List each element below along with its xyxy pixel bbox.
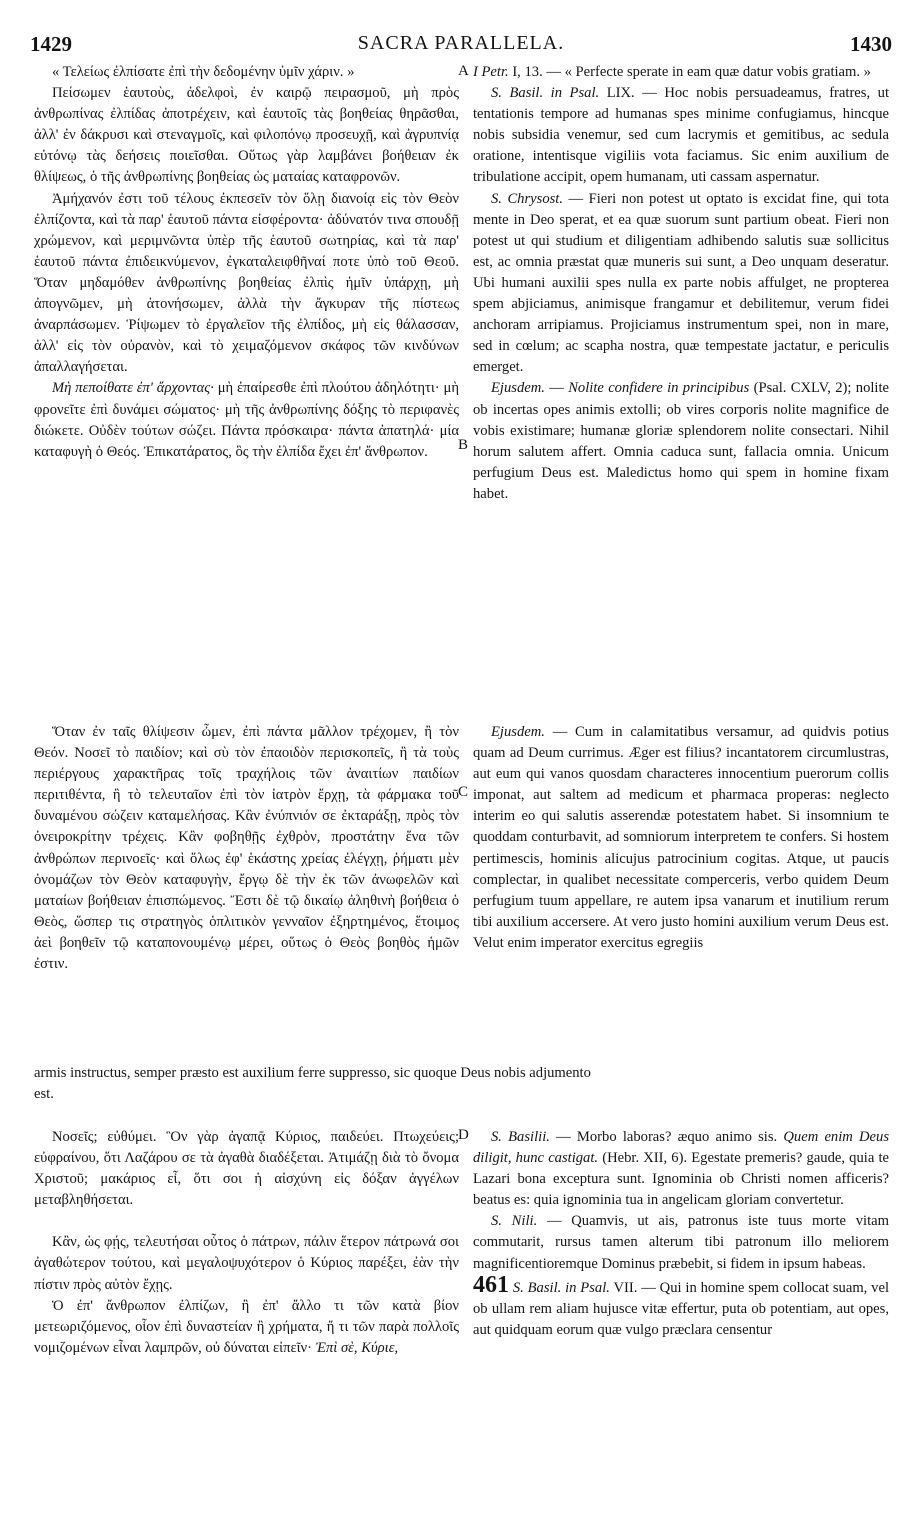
latin-citation: Nolite confidere in principibus [568, 380, 750, 397]
latin-paragraph [473, 62, 889, 83]
latin-text: (Hebr. XII, 6). Egestate premeris? gaude, quia te Lazari bona exceptura sunt. Ignominia ob Christi nomen afficeris? beatus es: quia ignominia tua in angelicam gloriam convertetur. [473, 1150, 889, 1209]
greek-paragraph [34, 378, 459, 462]
column-number: 461 [473, 1271, 509, 1298]
latin-column-section-2 [473, 722, 889, 954]
greek-paragraph [34, 1296, 459, 1359]
margin-marker-d: D [458, 1127, 469, 1143]
latin-text: — Quamvis, ut ais, patronus iste tuus morte vitam commutarit, rursus tamen alterum tibi patronum illo meliorem magnificentioremque Dominus præbebit, si fidem in ipsum habeas. [473, 1213, 889, 1272]
latin-paragraph [473, 378, 889, 505]
latin-text: (Psal. CXLV, 2); nolite ob incertas opes animis extolli; ob vires corporis nolite magnifice de vobis existimare; humanæ gloriæ splendorem nolite consectari. Nihil horum salutem affert. Omnia caduca sunt, fallacia omnia. Unicum perfugium Deus est. Maledictus homo qui spem in homine fixam habet. [473, 380, 890, 502]
greek-column-section-3 [34, 1127, 459, 1359]
latin-source: S. Basil. in Psal. [491, 85, 600, 102]
greek-text: Ὁ ἐπ' ἄνθρωπον ἐλπίζων, ἢ ἐπ' ἄλλο τι τῶν κατὰ βίον μετεωριζόμενος, οἷον ἐπὶ δυναστείαν ἢ χρήματα, ἤ τι τῶν παρὰ πολλοῖς νομιζομένων εἶναι λαμπρῶν, οὐ δύναται εἰπεῖν· [34, 1297, 459, 1356]
running-header [0, 30, 922, 60]
latin-paragraph [473, 1271, 889, 1341]
latin-text: — Cum in calamitatibus versamur, ad quidvis potius quam ad Deum currimus. Æger est filius? incantatorem circumlustras, aut eum qui vanos quosdam characteres innocentium puerorum collis imponat, aut saltem ad medicum et pharmaca properas: neglecto interim eo qui salutis asserendæ potestatem habet. Si insomnium te quoddam conturbavit, ad somniorum interpretem te confers. Si hostem pertimescis, hominis alicujus patrocinium cogitas. Atque, ut paucis complectar, in qualibet necessitate comperceris, verbo quidem Deum perfugium tuum appellare, re autem ipsa vanarum et inutilium rerum tibi auxilium accersere. At vero justo homini auxilium verum Deus est. Velut enim imperator exercitus egregiis [473, 724, 889, 951]
latin-source: I Petr. [473, 64, 509, 80]
greek-paragraph: Κἂν, ὡς φῄς, τελευτήσαι οὗτος ὁ πάτρων, πάλιν ἕτερον πάτρωνά σοι ἀγαθώτερον τούτου, καὶ μεγαλοψυχότερον ὁ Κύριος παρέξει, ἐὰν τὴν πίστιν πρὸς αὐτὸν ἔχῃς. [34, 1234, 459, 1293]
page-number-right: 1430 [850, 32, 892, 56]
latin-paragraph [473, 83, 889, 188]
latin-text: — Morbo laboras? æquo animo sis. [549, 1129, 784, 1145]
greek-column-section-1 [34, 62, 459, 463]
latin-text: VII. — Qui in homine spem collocat suam, vel ob ullam rem aliam hujusce vitæ effertur, puta ob potentiam, aut opes, aut quidquam eorum quæ vulgo præclara censentur [473, 1279, 889, 1338]
continuation-line: est. [34, 1086, 54, 1103]
margin-marker-a: A [458, 63, 469, 79]
greek-citation: Μὴ πεποίθατε ἐπ' ἄρχοντας· [52, 380, 214, 397]
greek-paragraph: Πείσωμεν ἑαυτοὺς, ἀδελφοὶ, ἐν καιρῷ πειρασμοῦ, μὴ πρὸς ἀνθρωπίνας ἐλπίδας ἀποτρέχειν, καὶ ἑαυτοῖς τὰς βοηθείας θηρᾶσθαι, ἀλλ' ἐν δάκρυσι καὶ στεναγμοῖς, καὶ φιλοπόνῳ προσευχῇ, καὶ ἀγρυπνίᾳ εὐτόνῳ τὰς δεήσεις ποιεῖσθαι. Οὕτως γὰρ λαμβάνει βοήθειαν ἐκ θλίψεως, ὁ τῆς ἀνθρωπίνης βοηθείας ὡς ματαίας καταφρονῶν. [34, 85, 459, 186]
greek-column-section-2 [34, 722, 459, 975]
latin-paragraph [473, 1211, 889, 1274]
latin-source: Ejusdem. [491, 380, 545, 397]
greek-paragraph: Νοσεῖς; εὐθύμει. Ὃν γὰρ ἀγαπᾷ Κύριος, παιδεύει. Πτωχεύεις; εὐφραίνου, ὅτι Λαζάρου σε τὰ ἀγαθὰ διαδέξεται. Ἀτιμάζῃ διὰ τὸ ὄνομα Χριστοῦ; μακάριος εἶ, ὅτι σοι ἡ αἰσχύνη εἰς δόξαν ἀγγέλων μεταβληθήσεται. [34, 1129, 459, 1209]
latin-source: S. Nili. [491, 1213, 538, 1230]
page-number-left: 1429 [30, 32, 72, 56]
latin-source: S. Basil. in Psal. [509, 1279, 610, 1296]
latin-text: LIX. — Hoc nobis persuadeamus, fratres, ut tentationis tempore ad humanas spes minime confugiamus, hincque nobis subsidia venemur, sed cum lacrymis et gemitibus, ac sedula oratione, intentisque vigiliis vota faciamus. Sic enim auxilium de tribulatione accipit, opem humanam, uti cassam aspernatur. [473, 85, 889, 186]
greek-paragraph: Ὅταν ἐν ταῖς θλίψεσιν ὦμεν, ἐπὶ πάντα μᾶλλον τρέχομεν, ἢ τὸν Θεόν. Νοσεῖ τὸ παιδίον; καὶ σὺ τὸν ἐπαοιδὸν περισκοπεῖς, ἢ τὰ τοὺς περιέργους χαρακτῆρας τοῖς τραχήλοις τῶν ἀναιτίων παιδίων περιτιθέντα, ἢ τὸ τελευταῖον ἐπὶ τὸν ἰατρὸν ἔρχῃ, τὰ φάρμακα τοῦ δυναμένου σώζειν καταμελήσας. Κἂν ἐνύπνιόν σε ἐκταράξῃ, πρὸς τὸν ὀνειροκρίτην τρέχεις. Κἂν φοβηθῇς ἐχθρὸν, προστάτην ἕνα τῶν ἀνθρώπων περινοεῖς· καὶ ὅλως ἐφ' ἑκάστης χρείας ἐλέγχῃ, ῥήματι μὲν ὀνομάζων τὸν Θεὸν καταφυγὴν, ἔργῳ δὲ τὴν ἐκ τῶν ἀνωφελῶν καὶ ματαίων βοήθειαν ἐπισπώμενος. Ἔστι δὲ τῷ δικαίῳ ἀληθινὴ βοήθεια ὁ Θεὸς, ὥσπερ τις στρατηγὸς ὁπλιτικὸν γενναῖον ἐξηρτημένος, ἕτοιμος ἀεὶ βοηθεῖν τῷ καταπονουμένῳ μέρει, οὕτως ὁ Θεὸς βοηθὸς ἡμῶν ἐστιν. [34, 724, 459, 973]
greek-text: μὴ ἐπαίρεσθε ἐπὶ πλούτου ἀδηλότητι· μὴ φρονεῖτε ἐπὶ δυνάμει σώματος· μὴ τῆς ἀνθρωπίνης δόξης τὸ περιφανὲς διώκετε. Οὐδὲν τούτων σώζει. Πάντα πρόσκαιρα· πάντα ἀπατηλά· μία καταφυγὴ ὁ Θεός. Ἐπικατάρατος, ὃς τὴν ἐλπίδα ἔχει ἐπ' ἄνθρωπον. [34, 380, 460, 460]
latin-citation: Quem enim Deus diligit, hunc castigat. [473, 1129, 889, 1167]
margin-marker-c: C [458, 784, 469, 800]
latin-text: — Fieri non potest ut optato is excidat fine, qui tota mente in Deo sperat, et ea quæ suorum sunt partium obeat. Fieri non potest ut qui studium et diligentiam adhibendo salutis suæ sollicitus est, ac omnia præstat quæ muneris sui sunt, a Deo unquam deseratur. Ubi humani auxilii spes nulla ex parte nobis affulget, ne propterea spem abjiciamus, animisque frangamur et debilitemur, verum fidei anchoram arripiamus. Projiciamus instrumentum spei, non in mare, sed in cœlum; ac scapha nostra, quæ tempestate jactatur, e periculis emerget. [473, 190, 890, 376]
latin-text: I, 13. — « Perfecte sperate in eam quæ datur vobis gratiam. » [508, 64, 871, 80]
latin-source: S. Chrysost. [491, 190, 563, 207]
greek-paragraph: Ἀμήχανόν ἐστι τοῦ τέλους ἐκπεσεῖν τὸν ὅλῃ διανοίᾳ εἰς τὸν Θεὸν ἐλπίζοντα, καὶ τὰ παρ' ἑαυτοῦ πάντα εἰσφέροντα· ἀδύνατόν τινα σπουδῇ χρώμενον, καὶ μεριμνῶντα ὑπὲρ τῆς ἑαυτοῦ σωτηρίας, καὶ τὰ παρ' ἑαυτοῦ πάντα ἐπιδεικνύμενον, ἐγκαταλειφθῆναί ποτε ὑπὸ τοῦ Θεοῦ. Ὅταν μηδαμόθεν ἀνθρωπίνης βοηθείας ἐλπὶς ἡμῖν ὑπάρχῃ, μὴ ἀπογνῶμεν, μὴ ἀτονήσωμεν, ἀλλὰ τὴν ἄγκυραν τῆς πίστεως ἀναρπάσωμεν. Ῥίψωμεν τὸ ἐργαλεῖον τῆς ἐλπίδος, μὴ εἰς θάλασσαν, ἀλλ' εἰς τὸν οὐρανὸν, καὶ τὸ χειμαζόμενον σκάφος τῶν κινδύνων ἀπαλλαγήσεται. [34, 190, 459, 376]
greek-paragraph: « Τελείως ἐλπίσατε ἐπὶ τὴν δεδομένην ὑμῖν χάριν. » [52, 64, 355, 80]
margin-marker-b: B [458, 437, 469, 453]
continuation-line: armis instructus, semper præsto est auxilium ferre suppresso, sic quoque Deus nobis adjumento [34, 1065, 591, 1081]
latin-paragraph [473, 1127, 889, 1211]
latin-column-section-1 [473, 62, 889, 505]
latin-text: — [544, 380, 569, 397]
greek-citation: Ἐπὶ σὲ, Κύριε, [311, 1339, 399, 1356]
full-width-continuation [34, 1063, 890, 1105]
latin-source: Ejusdem. [491, 724, 545, 740]
latin-paragraph [473, 722, 889, 954]
running-title: SACRA PARALLELA. [357, 32, 565, 54]
latin-source: S. Basilii. [491, 1129, 550, 1145]
latin-paragraph [473, 189, 889, 379]
latin-column-section-3 [473, 1127, 889, 1341]
